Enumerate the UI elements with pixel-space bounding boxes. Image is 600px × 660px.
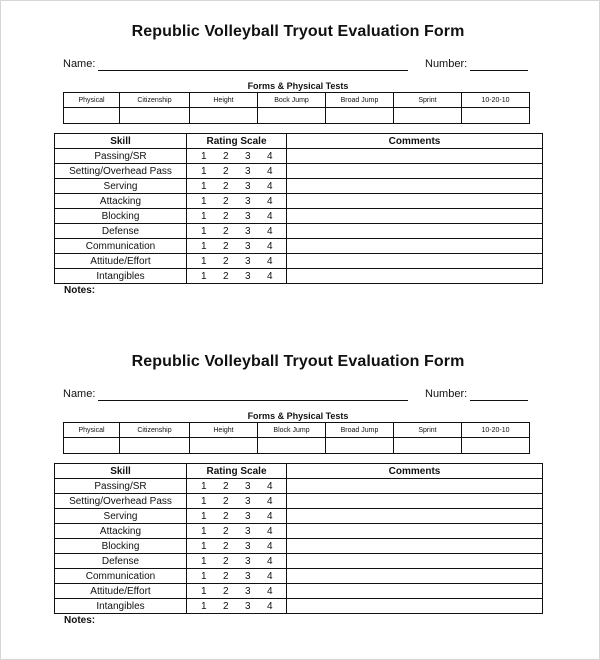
rating-scale[interactable] (187, 599, 287, 614)
rating-2[interactable]: 2 (223, 210, 229, 222)
rating-scale[interactable] (187, 269, 287, 284)
notes-label: Notes: (64, 615, 96, 626)
evaluation-form-1 (1, 1, 600, 301)
rating-4[interactable]: 4 (267, 480, 273, 492)
skill-name: Passing/SR (55, 149, 187, 164)
table-row (55, 524, 543, 539)
rating-scale[interactable] (187, 569, 287, 584)
rating-scale[interactable] (187, 209, 287, 224)
skill-name: Attacking (55, 194, 187, 209)
rating-2[interactable]: 2 (223, 255, 229, 267)
skills-table (54, 463, 543, 614)
rating-2[interactable]: 2 (223, 225, 229, 237)
rating-3[interactable]: 3 (245, 510, 251, 522)
skill-name: Passing/SR (55, 479, 187, 494)
test-header-physical: Physical (64, 423, 120, 438)
comments-cell[interactable] (287, 479, 543, 494)
rating-scale[interactable] (187, 539, 287, 554)
rating-2[interactable]: 2 (223, 525, 229, 537)
test-header-citizenship: Citizenship (120, 423, 190, 438)
skill-name: Attitude/Effort (55, 254, 187, 269)
test-value-cell[interactable] (120, 438, 190, 454)
rating-4[interactable]: 4 (267, 600, 273, 612)
rating-scale[interactable] (187, 194, 287, 209)
rating-2[interactable]: 2 (223, 600, 229, 612)
rating-4[interactable]: 4 (267, 270, 273, 282)
tests-title: Forms & Physical Tests (247, 81, 349, 91)
skill-name: Blocking (55, 209, 187, 224)
rating-4[interactable]: 4 (267, 540, 273, 552)
skill-name: Intangibles (55, 269, 187, 284)
rating-scale[interactable] (187, 164, 287, 179)
comments-cell[interactable] (287, 584, 543, 599)
skill-name: Blocking (55, 539, 187, 554)
rating-3[interactable]: 3 (245, 570, 251, 582)
rating-1[interactable]: 1 (201, 510, 207, 522)
table-row (55, 554, 543, 569)
rating-1[interactable]: 1 (201, 540, 207, 552)
test-value-cell[interactable] (64, 108, 120, 124)
comments-cell[interactable] (287, 494, 543, 509)
table-row (55, 584, 543, 599)
rating-4[interactable]: 4 (267, 195, 273, 207)
skill-column-header: Skill (55, 464, 187, 479)
rating-scale[interactable] (187, 494, 287, 509)
comments-cell[interactable] (287, 224, 543, 239)
table-row (55, 239, 543, 254)
skill-column-header: Skill (55, 134, 187, 149)
test-value-cell[interactable] (326, 438, 394, 454)
rating-4[interactable]: 4 (267, 510, 273, 522)
test-value-cell[interactable] (64, 438, 120, 454)
skill-name: Communication (55, 239, 187, 254)
rating-1[interactable]: 1 (201, 600, 207, 612)
test-header-10-20-10: 10-20-10 (462, 423, 530, 438)
skill-name: Defense (55, 554, 187, 569)
rating-3[interactable]: 3 (245, 480, 251, 492)
rating-2[interactable]: 2 (223, 540, 229, 552)
rating-3[interactable]: 3 (245, 225, 251, 237)
skill-name: Communication (55, 569, 187, 584)
rating-scale[interactable] (187, 524, 287, 539)
rating-2[interactable]: 2 (223, 480, 229, 492)
table-row (55, 209, 543, 224)
form-title: Republic Volleyball Tryout Evaluation Form (131, 23, 465, 40)
rating-2[interactable]: 2 (223, 165, 229, 177)
rating-4[interactable]: 4 (267, 240, 273, 252)
comments-cell[interactable] (287, 209, 543, 224)
number-field-line[interactable] (470, 70, 528, 71)
rating-3[interactable]: 3 (245, 495, 251, 507)
rating-3[interactable]: 3 (245, 270, 251, 282)
comments-cell[interactable] (287, 269, 543, 284)
comments-cell[interactable] (287, 254, 543, 269)
skills-table (54, 133, 543, 284)
number-field-line[interactable] (470, 400, 528, 401)
rating-3[interactable]: 3 (245, 240, 251, 252)
rating-4[interactable]: 4 (267, 495, 273, 507)
rating-3[interactable]: 3 (245, 540, 251, 552)
rating-3[interactable]: 3 (245, 255, 251, 267)
rating-2[interactable]: 2 (223, 270, 229, 282)
rating-4[interactable]: 4 (267, 525, 273, 537)
skill-name: Setting/Overhead Pass (55, 494, 187, 509)
comments-cell[interactable] (287, 149, 543, 164)
rating-1[interactable]: 1 (201, 210, 207, 222)
comments-column-header: Comments (287, 134, 543, 149)
rating-4[interactable]: 4 (267, 570, 273, 582)
table-row (55, 599, 543, 614)
table-row (55, 224, 543, 239)
table-row (55, 254, 543, 269)
rating-scale[interactable] (187, 239, 287, 254)
form-title: Republic Volleyball Tryout Evaluation Form (131, 353, 465, 370)
skill-name: Serving (55, 509, 187, 524)
rating-scale[interactable] (187, 254, 287, 269)
comments-cell[interactable] (287, 509, 543, 524)
rating-3[interactable]: 3 (245, 150, 251, 162)
rating-1[interactable]: 1 (201, 165, 207, 177)
physical-tests-table (63, 92, 530, 124)
rating-3[interactable]: 3 (245, 165, 251, 177)
test-header-physical: Physical (64, 93, 120, 108)
rating-scale[interactable] (187, 224, 287, 239)
comments-cell[interactable] (287, 569, 543, 584)
rating-scale[interactable] (187, 554, 287, 569)
rating-scale[interactable] (187, 149, 287, 164)
rating-scale[interactable] (187, 179, 287, 194)
rating-2[interactable]: 2 (223, 150, 229, 162)
name-label: Name: (63, 58, 96, 70)
rating-1[interactable]: 1 (201, 525, 207, 537)
comments-cell[interactable] (287, 164, 543, 179)
rating-1[interactable]: 1 (201, 240, 207, 252)
notes-label: Notes: (64, 285, 96, 296)
tests-title: Forms & Physical Tests (247, 411, 349, 421)
skill-name: Defense (55, 224, 187, 239)
test-header-block-jump: Block Jump (258, 423, 326, 438)
rating-3[interactable]: 3 (245, 585, 251, 597)
rating-scale[interactable] (187, 509, 287, 524)
rating-2[interactable]: 2 (223, 510, 229, 522)
rating-2[interactable]: 2 (223, 585, 229, 597)
table-row (55, 569, 543, 584)
number-label: Number: (425, 58, 468, 70)
table-row (55, 509, 543, 524)
test-value-cell[interactable] (394, 108, 462, 124)
test-value-cell[interactable] (190, 438, 258, 454)
test-header-broad-jump: Broad Jump (326, 423, 394, 438)
rating-1[interactable]: 1 (201, 180, 207, 192)
table-row (55, 269, 543, 284)
rating-column-header: Rating Scale (187, 464, 287, 479)
test-header-height: Height (190, 93, 258, 108)
test-value-cell[interactable] (258, 108, 326, 124)
test-value-cell[interactable] (394, 438, 462, 454)
test-value-cell[interactable] (190, 108, 258, 124)
test-value-cell[interactable] (462, 438, 530, 454)
test-value-cell[interactable] (120, 108, 190, 124)
comments-cell[interactable] (287, 179, 543, 194)
name-label: Name: (63, 388, 96, 400)
table-row (55, 164, 543, 179)
test-value-cell[interactable] (258, 438, 326, 454)
table-row (55, 494, 543, 509)
test-header-broad-jump: Broad Jump (326, 93, 394, 108)
comments-cell[interactable] (287, 539, 543, 554)
rating-4[interactable]: 4 (267, 555, 273, 567)
skill-name: Setting/Overhead Pass (55, 164, 187, 179)
comments-cell[interactable] (287, 599, 543, 614)
rating-3[interactable]: 3 (245, 600, 251, 612)
table-row (55, 179, 543, 194)
test-header-height: Height (190, 423, 258, 438)
rating-scale[interactable] (187, 479, 287, 494)
rating-4[interactable]: 4 (267, 255, 273, 267)
rating-3[interactable]: 3 (245, 195, 251, 207)
rating-1[interactable]: 1 (201, 555, 207, 567)
rating-4[interactable]: 4 (267, 225, 273, 237)
evaluation-form-2 (1, 331, 600, 631)
rating-4[interactable]: 4 (267, 165, 273, 177)
skill-name: Intangibles (55, 599, 187, 614)
rating-4[interactable]: 4 (267, 585, 273, 597)
table-row (55, 479, 543, 494)
rating-1[interactable]: 1 (201, 570, 207, 582)
comments-column-header: Comments (287, 464, 543, 479)
rating-1[interactable]: 1 (201, 585, 207, 597)
table-row (55, 194, 543, 209)
test-header-sprint: Sprint (394, 423, 462, 438)
test-header-block-jump: Bock Jump (258, 93, 326, 108)
rating-scale[interactable] (187, 584, 287, 599)
rating-3[interactable]: 3 (245, 525, 251, 537)
rating-2[interactable]: 2 (223, 570, 229, 582)
comments-cell[interactable] (287, 524, 543, 539)
table-row (55, 539, 543, 554)
rating-1[interactable]: 1 (201, 270, 207, 282)
rating-1[interactable]: 1 (201, 495, 207, 507)
rating-3[interactable]: 3 (245, 555, 251, 567)
number-label: Number: (425, 388, 468, 400)
rating-1[interactable]: 1 (201, 255, 207, 267)
rating-1[interactable]: 1 (201, 195, 207, 207)
rating-2[interactable]: 2 (223, 495, 229, 507)
rating-column-header: Rating Scale (187, 134, 287, 149)
comments-cell[interactable] (287, 554, 543, 569)
rating-2[interactable]: 2 (223, 180, 229, 192)
name-field-line[interactable] (98, 70, 408, 71)
skill-name: Attitude/Effort (55, 584, 187, 599)
rating-2[interactable]: 2 (223, 240, 229, 252)
name-field-line[interactable] (98, 400, 408, 401)
rating-2[interactable]: 2 (223, 195, 229, 207)
test-header-citizenship: Citizenship (120, 93, 190, 108)
rating-1[interactable]: 1 (201, 150, 207, 162)
skill-name: Attacking (55, 524, 187, 539)
table-row (55, 149, 543, 164)
rating-4[interactable]: 4 (267, 210, 273, 222)
comments-cell[interactable] (287, 194, 543, 209)
rating-4[interactable]: 4 (267, 150, 273, 162)
rating-2[interactable]: 2 (223, 555, 229, 567)
rating-4[interactable]: 4 (267, 180, 273, 192)
rating-1[interactable]: 1 (201, 480, 207, 492)
test-header-sprint: Sprint (394, 93, 462, 108)
rating-3[interactable]: 3 (245, 180, 251, 192)
test-header-10-20-10: 10-20-10 (462, 93, 530, 108)
rating-1[interactable]: 1 (201, 225, 207, 237)
test-value-cell[interactable] (326, 108, 394, 124)
comments-cell[interactable] (287, 239, 543, 254)
physical-tests-table (63, 422, 530, 454)
skill-name: Serving (55, 179, 187, 194)
test-value-cell[interactable] (462, 108, 530, 124)
rating-3[interactable]: 3 (245, 210, 251, 222)
